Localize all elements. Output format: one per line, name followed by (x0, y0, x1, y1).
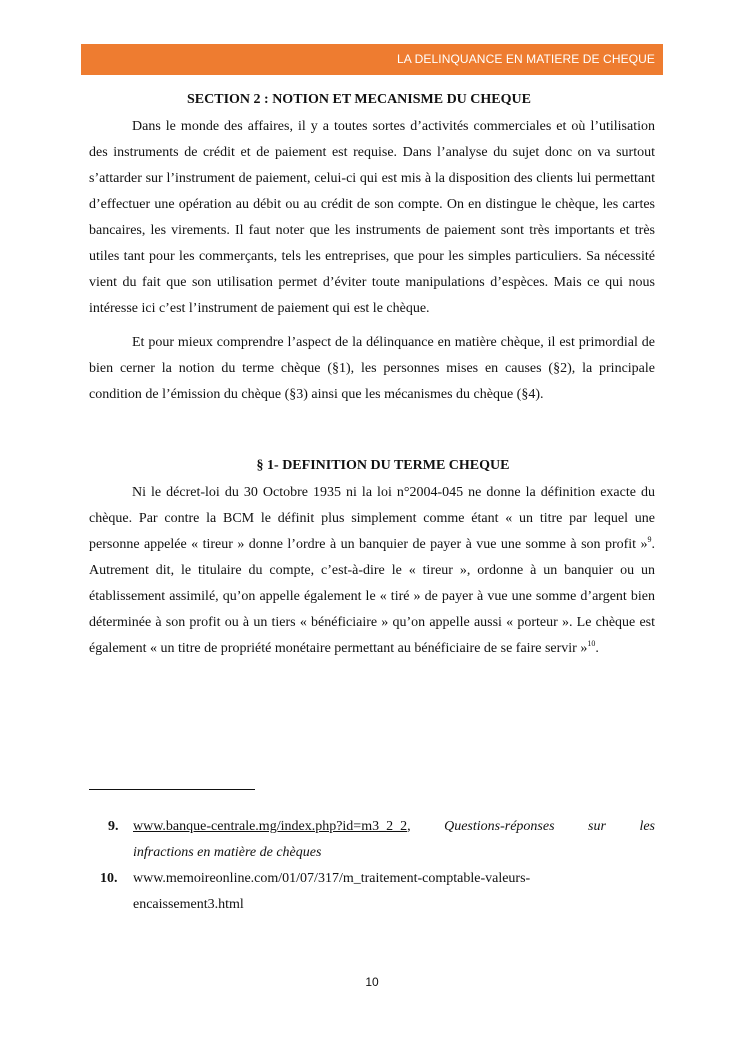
footnote-title-line-2: infractions en matière de chèques (133, 845, 322, 860)
footnote-ref-9[interactable]: 9 (647, 535, 652, 544)
definition-text-part-2: . Autrement dit, le titulaire du compte, c’est-à-dire le « tireur », ordonne à un banquier ou un établissement assimilé, qu’on appelle également le « tiré » de payer à vue une somme d’argent bien déterminée à son profit ou à un tiers « bénéficiaire » qu’on appelle aussi « porteur ». Le chèque est également « un titre de propriété monétaire permettant au bénéficiaire de se faire servir » (89, 537, 655, 656)
section-paragraph-2: Et pour mieux comprendre l’aspect de la délinquance en matière chèque, il est primordial de bien cerner la notion du terme chèque (§1), les personnes mises en causes (§2), la principale condition de l’émission du chèque (§3) ainsi que les mécanismes du chèque (§4). (89, 335, 655, 402)
definition-text-part-1: Ni le décret-loi du 30 Octobre 1935 ni la loi n°2004-045 ne donne la définition exacte du chèque. Par contre la BCM le définit plus simplement comme étant « un titre par lequel une personne appelée « tireur » donne l’ordre à un banquier de payer à vue une somme à son profit » (89, 485, 655, 552)
footnote-separator-comma: , (407, 819, 411, 834)
footnote-separator (89, 789, 255, 790)
page-content (89, 92, 655, 670)
footnote-line (133, 814, 655, 840)
section-paragraph-1: Dans le monde des affaires, il y a toutes sortes d’activités commerciales et où l’utilisation des instruments de crédit et de paiement est requise. Dans l’analyse du sujet donc on va surtout s’attarder sur l’instrument de paiement, celui-ci qui est mis à la disposition des clients lui permettant d’effectuer une opération au débit ou au crédit de son compte. On en distingue le chèque, les cartes bancaires, les virements. Il faut noter que les instruments de paiement sont très importants et très utiles tant pour les commerçants, tels les entreprises, que pour les simples particuliers. Sa nécessité vient du fait que son utilisation permet d’éviter toute manipulations d’espèces. Mais ce qui nous intéresse ici c’est l’instrument de paiement qui est le chèque. (89, 119, 655, 316)
footnote-9 (108, 814, 655, 866)
footnotes (100, 814, 655, 918)
header-bar (81, 44, 663, 75)
footnote-url-line-1: www.memoireonline.com/01/07/317/m_traitement-comptable-valeurs- (133, 871, 531, 886)
footnote-title-word: les (639, 819, 655, 834)
header-title: LA DELINQUANCE EN MATIERE DE CHEQUE (397, 52, 655, 66)
footnote-link[interactable]: www.banque-centrale.mg/index.php?id=m3_2_2 (133, 819, 408, 834)
footnote-10 (100, 866, 655, 918)
footnote-ref-10[interactable]: 10 (587, 639, 596, 648)
section-title: SECTION 2 : NOTION ET MECANISME DU CHEQUE (187, 92, 531, 107)
footnote-url-line-2: encaissement3.html (133, 897, 244, 912)
definition-paragraph (89, 480, 655, 662)
page-number: 10 (365, 975, 379, 989)
definition-text-part-3: . (595, 641, 599, 656)
footnote-number: 10. (100, 871, 118, 886)
footnote-link-group (133, 814, 411, 840)
footnote-title-word: sur (588, 819, 606, 834)
footnote-number: 9. (108, 819, 119, 834)
paragraph-title: § 1- DEFINITION DU TERME CHEQUE (256, 458, 510, 473)
footnote-title-word: Questions-réponses (444, 819, 555, 834)
